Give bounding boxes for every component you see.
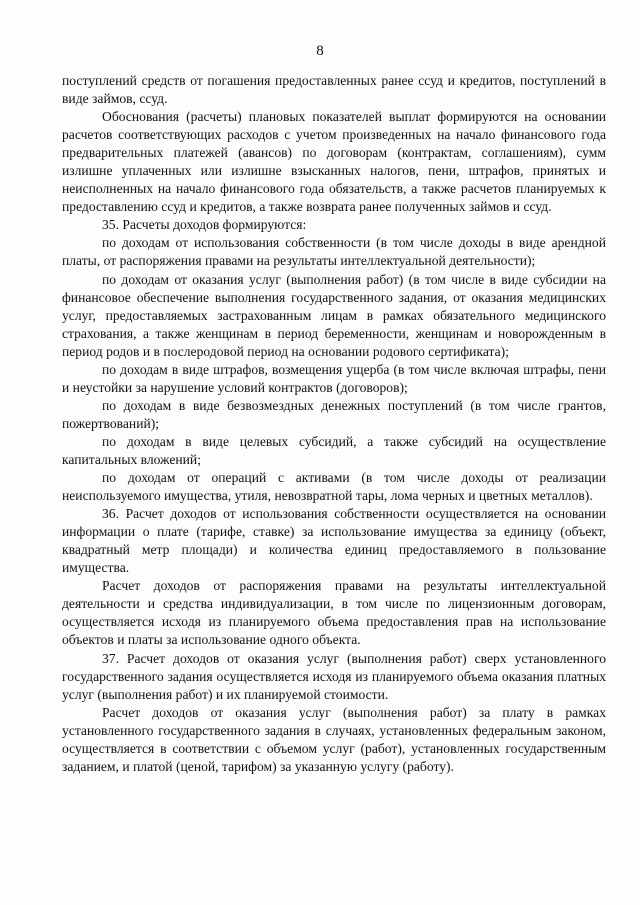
- page-number: 8: [316, 43, 324, 59]
- paragraph-payment-justification: Обоснования (расчеты) плановых показателей выплат формируются на основании расчетов соответствующих расходов с учетом произведенных на начало финансового года предварительных платежей (авансов) по договорам (контрактам, соглашениям), сумм излишне уплаченных или излишне взысканных налогов, пени, штрафов, принятых и неисполненных на начало финансового года обязательств, а также расчетов планируемых к предоставлению ссуд и кредитов, а также возврата ранее полученных займов и ссуд.: [62, 109, 606, 215]
- paragraph-section-37: 37. Расчет доходов от оказания услуг (выполнения работ) сверх установленного государственного задания осуществляется исходя из планируемого объема оказания платных услуг (выполнения работ) и их планируемой стоимости.: [62, 650, 606, 702]
- paragraph-section-35-heading: 35. Расчеты доходов формируются:: [102, 217, 307, 233]
- paragraph-income-penalties: по доходам в виде штрафов, возмещения ущерба (в том числе включая штрафы, пени и неустойки за нарушение условий контрактов (договоров);: [62, 361, 606, 395]
- paragraph-continuation: поступлений средств от погашения предоставленных ранее ссуд и кредитов, поступлений в виде займов, ссуд.: [62, 73, 606, 107]
- paragraph-income-subsidies: по доходам в виде целевых субсидий, а также субсидий на осуществление капитальных вложений;: [62, 433, 606, 467]
- paragraph-section-36: 36. Расчет доходов от использования собственности осуществляется на основании информации о плате (тарифе, ставке) за использование имущества за единицу (объект, квадратный метр площади) и количества единиц предоставляемого в пользование имущества.: [62, 506, 606, 576]
- paragraph-income-assets: по доходам от операций с активами (в том числе доходы от реализации неиспользуемого имущества, утиля, невозвратной тары, лома черных и цветных металлов).: [62, 470, 606, 504]
- document-body: [62, 72, 606, 776]
- paragraph-ip-rights: Расчет доходов от распоряжения правами на результаты интеллектуальной деятельности и средства индивидуализации, в том числе по лицензионным договорам, осуществляется исходя из планируемого объема предоставления прав на использование объектов и платы за использование одного объекта.: [62, 578, 606, 648]
- paragraph-income-services: по доходам от оказания услуг (выполнения работ) (в том числе в виде субсидии на финансовое обеспечение выполнения государственного задания, от оказания медицинских услуг, предоставляемых застрахованным лицам в рамках обязательного медицинского страхования, а также женщинам в период беременности, женщинам и новорожденным в период родов и в послеродовой период на основании родового сертификата);: [62, 271, 606, 359]
- paragraph-income-property-use: по доходам от использования собственности (в том числе доходы в виде арендной платы, от распоряжения правами на результаты интеллектуальной деятельности);: [62, 235, 606, 269]
- paragraph-paid-services: Расчет доходов от оказания услуг (выполнения работ) за плату в рамках установленного государственного задания в случаях, установленных федеральным законом, осуществляется в соответствии с объемом услуг (работ), установленных государственным заданием, и платой (ценой, тарифом) за указанную услугу (работу).: [62, 704, 606, 774]
- paragraph-income-donations: по доходам в виде безвозмездных денежных поступлений (в том числе грантов, пожертвований);: [62, 397, 606, 431]
